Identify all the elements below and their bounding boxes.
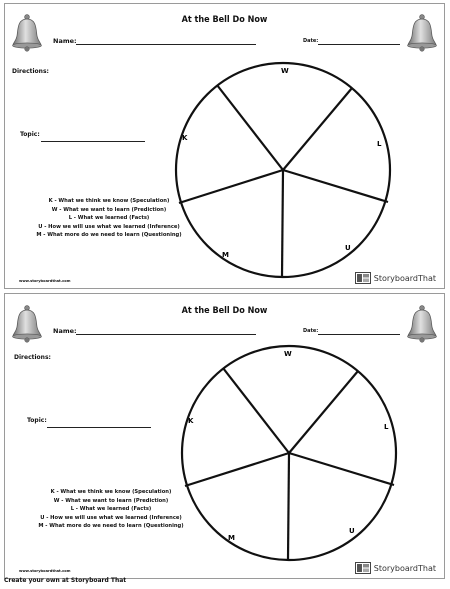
segment-label-k: K (188, 417, 194, 425)
wheel-divider (282, 170, 283, 277)
directions-label: Directions: (12, 68, 49, 75)
wheel-divider (289, 453, 394, 485)
wheel-divider (217, 85, 283, 170)
logo-text: StoryboardThat (373, 273, 436, 283)
segment-label-l: L (377, 140, 382, 148)
worksheet-title: At the Bell Do Now (181, 306, 268, 316)
topic-label: Topic: (27, 417, 47, 424)
segment-label-w: W (281, 67, 289, 75)
legend-item-k: K - What we think we know (Speculation) (50, 489, 172, 495)
kwlum-wheel (172, 59, 394, 281)
date-label: Date: (303, 38, 319, 44)
wheel-divider (223, 368, 289, 453)
segment-label-k: K (182, 134, 188, 142)
segment-label-m: M (228, 534, 235, 542)
wheel-divider (179, 170, 283, 203)
worksheet-bottom (4, 293, 445, 579)
wheel-divider (185, 453, 289, 486)
legend-item-l: L - What we learned (Facts) (70, 506, 152, 512)
website-url: www.storyboardthat.com (19, 279, 71, 283)
date-field[interactable] (318, 44, 400, 45)
logo-text: StoryboardThat (373, 563, 436, 573)
legend-item-u: U - How we will use what we learned (Inference) (40, 514, 182, 521)
create-your-own-link[interactable]: Create your own at Storyboard That (4, 577, 127, 584)
legend-item-k: K - What we think we know (Speculation) (48, 198, 170, 204)
name-label: Name: (53, 327, 77, 335)
segment-label-u: U (345, 244, 351, 252)
worksheet-top (4, 3, 445, 289)
wheel-divider (288, 453, 289, 560)
name-field[interactable] (76, 44, 256, 45)
wheel-divider (289, 371, 358, 453)
legend-item-w: W - What we want to learn (Prediction) (51, 206, 167, 213)
wheel-divider (283, 170, 388, 202)
storyboardthat-logo-icon (355, 562, 371, 574)
segment-label-u: U (349, 527, 355, 535)
legend-item-m: M - What more do we need to learn (Questioning) (36, 232, 182, 238)
date-label: Date: (303, 328, 319, 334)
legend-item-w: W - What we want to learn (Prediction) (53, 497, 169, 504)
topic-field[interactable] (47, 427, 151, 428)
storyboardthat-logo (355, 562, 436, 574)
storyboardthat-logo-icon (355, 272, 371, 284)
date-field[interactable] (318, 334, 400, 335)
worksheet-title: At the Bell Do Now (181, 15, 268, 25)
kwlum-wheel (178, 342, 400, 564)
segment-label-l: L (384, 423, 389, 431)
legend-item-u: U - How we will use what we learned (Inference) (38, 223, 180, 230)
topic-label: Topic: (20, 131, 40, 138)
name-field[interactable] (76, 334, 256, 335)
website-url: www.storyboardthat.com (19, 569, 71, 573)
name-label: Name: (53, 37, 77, 45)
segment-label-m: M (222, 251, 229, 259)
topic-field[interactable] (41, 141, 145, 142)
directions-label: Directions: (14, 354, 51, 361)
segment-label-w: W (284, 350, 292, 358)
storyboardthat-logo (355, 272, 436, 284)
legend-item-l: L - What we learned (Facts) (68, 215, 150, 221)
wheel-divider (283, 88, 352, 170)
legend-item-m: M - What more do we need to learn (Questioning) (38, 523, 184, 529)
